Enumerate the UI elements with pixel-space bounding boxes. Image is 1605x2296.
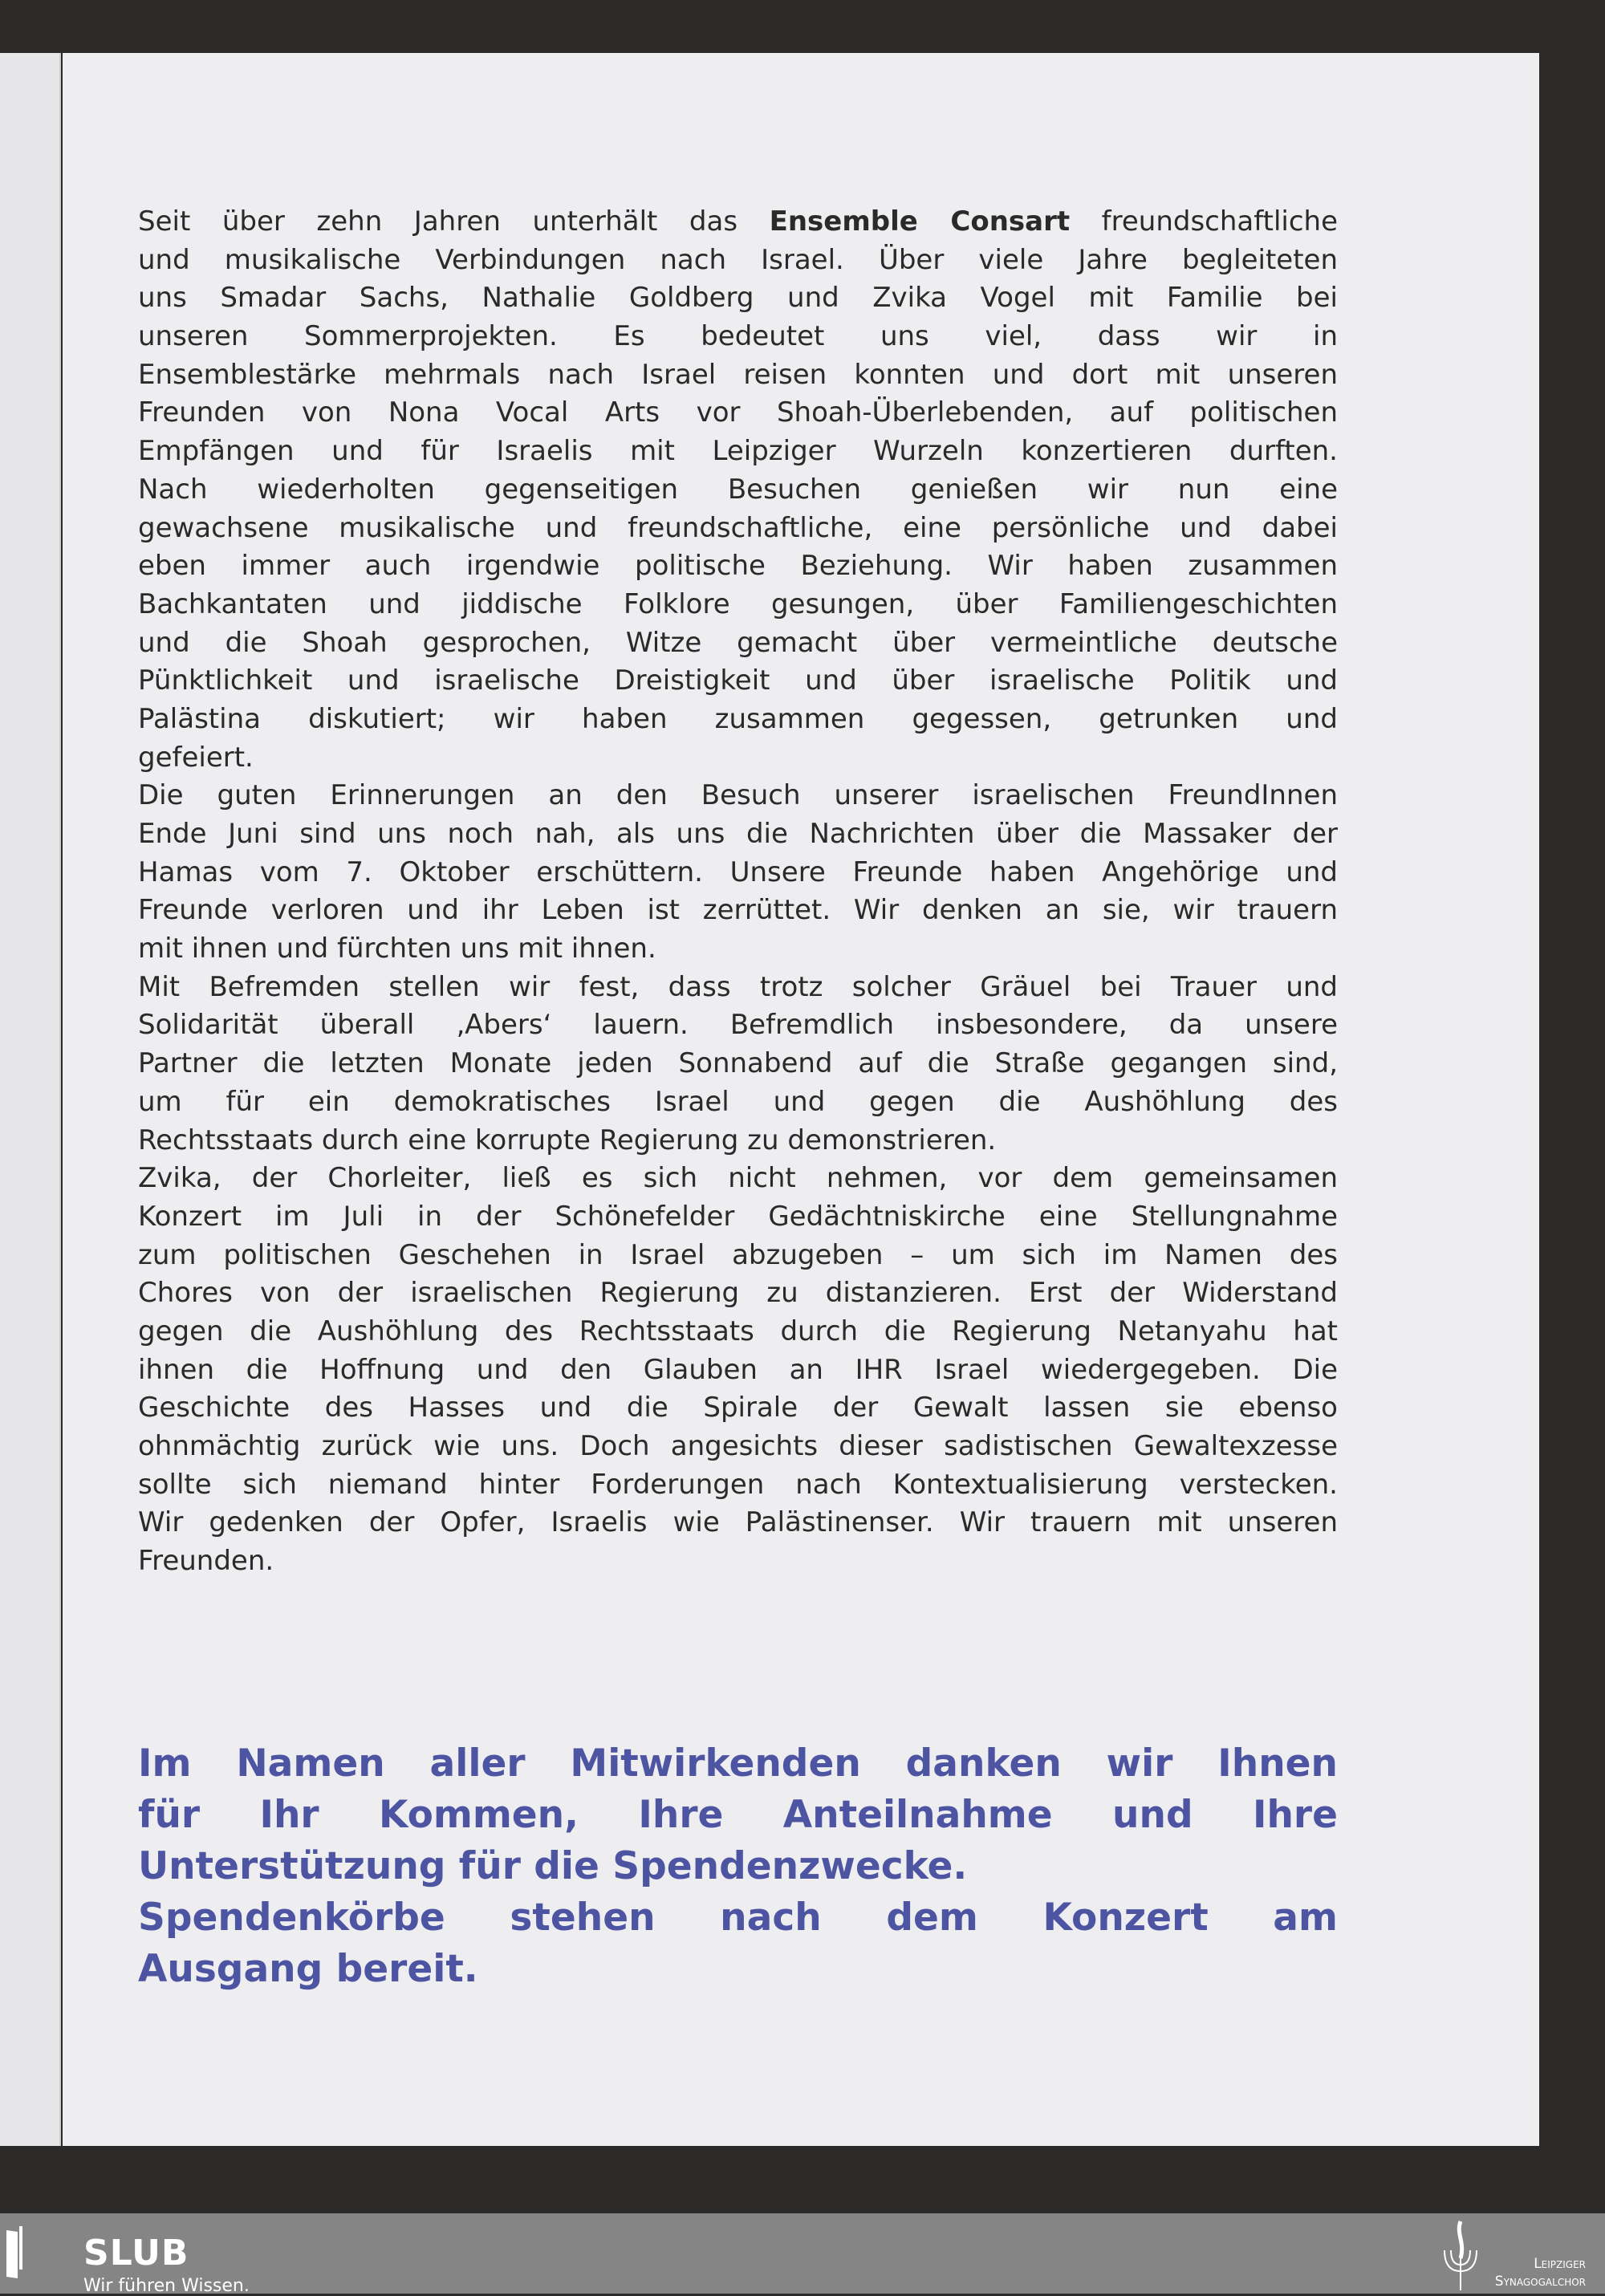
slub-logo-icon bbox=[6, 2230, 18, 2278]
text-line: Empfängen und für Israelis mit Leipziger Wurzeln konzertieren durften. bbox=[138, 435, 1338, 468]
text-line: Partner die letzten Monate jeden Sonnabend auf die Straße gegangen sind, bbox=[138, 1047, 1338, 1080]
text-line: Bachkantaten und jiddische Folklore gesungen, über Familiengeschichten bbox=[138, 587, 1338, 620]
partner-logo-text bbox=[1495, 2255, 1586, 2290]
text-line: Die guten Erinnerungen an den Besuch unserer israelischen FreundInnen bbox=[138, 779, 1338, 812]
text-line: Solidarität überall ‚Abers‘ lauern. Befremdlich insbesondere, da unsere bbox=[138, 1009, 1338, 1042]
footer-bar bbox=[0, 2213, 1605, 2294]
text-line: Rechtsstaats durch eine korrupte Regierung zu demonstrieren. bbox=[138, 1124, 997, 1156]
ensemble-name: Ensemble Consart bbox=[769, 205, 1071, 238]
text-line: Geschichte des Hasses und die Spirale der Gewalt lassen sie ebenso bbox=[138, 1392, 1338, 1424]
text-line bbox=[138, 203, 1338, 242]
partner-line-2: Synagogalchor bbox=[1494, 2274, 1586, 2290]
text-line: gewachsene musikalische und freundschaftliche, eine persönliche und dabei bbox=[138, 511, 1338, 544]
text-line: Pünktlichkeit und israelische Dreistigkeit und über israelische Politik und bbox=[138, 664, 1338, 697]
text-line: unseren Sommerprojekten. Es bedeutet uns viel, dass wir in bbox=[138, 320, 1338, 353]
text-line: Zvika, der Chorleiter, ließ es sich nicht nehmen, vor dem gemeinsamen bbox=[138, 1162, 1338, 1195]
text-line: gegen die Aushöhlung des Rechtsstaats durch die Regierung Netanyahu hat bbox=[138, 1315, 1338, 1347]
text-line: eben immer auch irgendwie politische Beziehung. Wir haben zusammen bbox=[138, 550, 1338, 583]
partner-line-1: Leipziger bbox=[1534, 2256, 1586, 2272]
text-line: ihnen die Hoffnung und den Glauben an IHR Israel wiedergegeben. Die bbox=[138, 1353, 1338, 1386]
text-line: ohnmächtig zurück wie uns. Doch angesichts dieser sadistischen Gewaltexzesse bbox=[138, 1430, 1338, 1462]
text-span: freundschaftliche bbox=[1070, 205, 1339, 238]
previous-page-edge bbox=[0, 53, 61, 2146]
text-line: Freunde verloren und ihr Leben ist zerrüttet. Wir denken an sie, wir trauern bbox=[138, 894, 1338, 927]
text-line: sollte sich niemand hinter Forderungen nach Kontextualisierung verstecken. bbox=[138, 1468, 1338, 1501]
body-text bbox=[138, 203, 1338, 1581]
text-line: Freunden. bbox=[138, 1545, 274, 1578]
text-line: mit ihnen und fürchten uns mit ihnen. bbox=[138, 933, 656, 965]
slub-logo-icon-bar bbox=[19, 2226, 22, 2270]
text-span: Seit über zehn Jahren unterhält das bbox=[138, 205, 770, 238]
menorah-icon bbox=[1436, 2218, 1485, 2292]
text-line: Ensemblestärke mehrmals nach Israel reisen konnten und dort mit unseren bbox=[138, 358, 1338, 391]
slub-tagline: Wir führen Wissen. bbox=[83, 2276, 250, 2296]
text-line: Wir gedenken der Opfer, Israelis wie Palästinenser. Wir trauern mit unseren bbox=[138, 1506, 1338, 1539]
closing-line: Ausgang bereit. bbox=[138, 1947, 478, 1991]
text-line: Hamas vom 7. Oktober erschüttern. Unsere Freunde haben Angehörige und bbox=[138, 855, 1338, 888]
closing-line: Im Namen aller Mitwirkenden danken wir Ihnen bbox=[138, 1741, 1338, 1786]
text-line: Chores von der israelischen Regierung zu distanzieren. Erst der Widerstand bbox=[138, 1277, 1338, 1310]
text-line: Mit Befremden stellen wir fest, dass trotz solcher Gräuel bei Trauer und bbox=[138, 970, 1338, 1003]
closing-line: Spendenkörbe stehen nach dem Konzert am bbox=[138, 1896, 1338, 1940]
text-line: und musikalische Verbindungen nach Israel. Über viele Jahre begleiteten bbox=[138, 243, 1338, 276]
slub-logo-text[interactable]: SLUB bbox=[83, 2233, 189, 2274]
closing-message bbox=[138, 1738, 1338, 1995]
text-line: gefeiert. bbox=[138, 741, 254, 774]
text-line: und die Shoah gesprochen, Witze gemacht über vermeintliche deutsche bbox=[138, 626, 1338, 659]
text-line: Nach wiederholten gegenseitigen Besuchen genießen wir nun eine bbox=[138, 473, 1338, 506]
text-line: zum politischen Geschehen in Israel abzugeben – um sich im Namen des bbox=[138, 1238, 1338, 1271]
text-line: um für ein demokratisches Israel und gegen die Aushöhlung des bbox=[138, 1085, 1338, 1118]
text-line: Konzert im Juli in der Schönefelder Gedächtniskirche eine Stellungnahme bbox=[138, 1200, 1338, 1233]
closing-line: für Ihr Kommen, Ihre Anteilnahme und Ihre bbox=[138, 1793, 1338, 1837]
text-line: Freunden von Nona Vocal Arts vor Shoah-Überlebenden, auf politischen bbox=[138, 396, 1338, 429]
text-line: uns Smadar Sachs, Nathalie Goldberg und Zvika Vogel mit Familie bei bbox=[138, 282, 1338, 315]
closing-line: Unterstützung für die Spendenzwecke. bbox=[138, 1844, 968, 1888]
text-line: Ende Juni sind uns noch nah, als uns die Nachrichten über die Massaker der bbox=[138, 818, 1338, 850]
text-line: Palästina diskutiert; wir haben zusammen gegessen, getrunken und bbox=[138, 702, 1338, 735]
